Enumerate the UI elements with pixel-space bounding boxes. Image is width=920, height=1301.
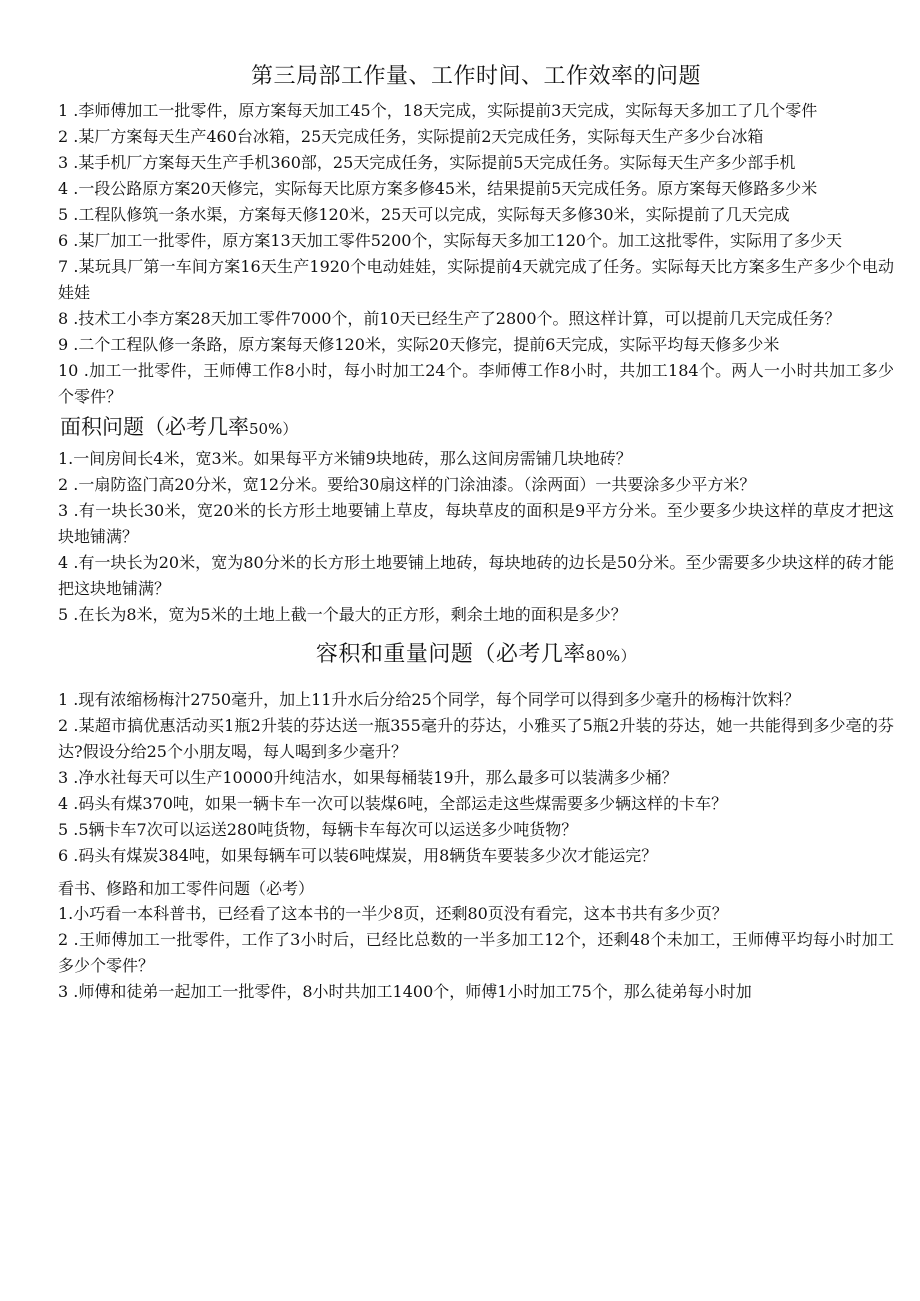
spacer [58, 677, 894, 687]
section-2-question: 3 .有一块长30米，宽20米的长方形土地要铺上草皮，每块草皮的面积是9平方分米。至少要多少块这样的草皮才把这块地铺满？ [58, 501, 894, 546]
section-2-question: 4 .有一块长为20米，宽为80分米的长方形土地要铺上地砖，每块地砖的边长是50分米。至少需要多少块这样的砖才能把这块地铺满？ [58, 553, 894, 598]
section-1-question: 6 .某厂加工一批零件，原方案13天加工零件5200个，实际每天多加工120个。加工这批零件，实际用了多少天 [58, 231, 842, 250]
section-1-question: 9 .二个工程队修一条路，原方案每天修120米，实际20天修完，提前6天完成，实际平均每天修多少米 [58, 335, 780, 354]
section-1-question: 1 .李师傅加工一批零件，原方案每天加工45个，18天完成，实际提前3天完成，实际每天多加工了几个零件 [58, 101, 818, 120]
section-2-question: 5 .在长为8米，宽为5米的土地上截一个最大的正方形，剩余土地的面积是多少？ [58, 605, 627, 624]
section-1-question: 3 .某手机厂方案每天生产手机360部，25天完成任务，实际提前5天完成任务。实际每天生产多少部手机 [58, 153, 796, 172]
section-3-question: 2 .某超市搞优惠活动买1瓶2升装的芬达送一瓶355毫升的芬达，小雅买了5瓶2升装的芬达，她一共能得到多少亳的芬达?假设分给25个小朋友喝，每人喝到多少毫升？ [58, 716, 894, 761]
section-3-question: 6 .码头有煤炭384吨，如果每辆车可以装6吨煤炭，用8辆货车要装多少次才能运完？ [58, 846, 658, 865]
section-1-title: 第三局部工作量、工作时间、工作效率的问题 [250, 64, 701, 89]
section-2-question: 2 .一扇防盗门高20分米，宽12分米。要给30扇这样的门涂油漆。（涂两面）一共要涂多少平方米？ [58, 475, 756, 494]
section-4-title: 看书、修路和加工零件问题（必考） [58, 879, 315, 898]
section-3-question: 1 .现有浓缩杨梅汁2750毫升，加上11升水后分给25个同学，每个同学可以得到多少毫升的杨梅汁饮料？ [58, 690, 800, 709]
section-1-question: 5 .工程队修筑一条水渠，方案每天修120米，25天可以完成，实际每天多修30米，实际提前了几天完成 [58, 205, 790, 224]
section-1-question: 7 .某玩具厂第一车间方案16天生产1920个电动娃娃，实际提前4天就完成了任务。实际每天比方案多生产多少个电动娃娃 [58, 257, 894, 302]
section-3-title-text: 容积和重量问题（必考几率 [315, 642, 586, 667]
section-4-question: 3 .师傅和徒弟一起加工一批零件，8小时共加工1400个，师傅1小时加工75个，那么徒弟每小时加 [58, 982, 752, 1001]
section-2-question: 1.一间房间长4米，宽3米。如果每平方米铺9块地砖，那么这间房需铺几块地砖？ [58, 449, 632, 468]
section-3-question: 5 .5辆卡车7次可以运送280吨货物，每辆卡车每次可以运送多少吨货物？ [58, 820, 578, 839]
section-3-rate: 80%） [585, 647, 637, 665]
section-2-title-text: 面积问题（必考几率 [60, 415, 249, 439]
section-2-title [60, 412, 894, 444]
section-2-rate: 50%） [249, 420, 298, 438]
section-4-question: 2 .王师傅加工一批零件，工作了3小时后，已经比总数的一半多加工12个，还剩48个未加工，王师傅平均每小时加工多少个零件？ [58, 930, 894, 975]
section-1-question: 8 .技术工小李方案28天加工零件7000个，前10天已经生产了2800个。照这样计算，可以提前几天完成任务？ [58, 309, 841, 328]
section-3-title [58, 638, 894, 673]
section-1-question: 2 .某厂方案每天生产460台冰箱，25天完成任务，实际提前2天完成任务，实际每天生产多少台冰箱 [58, 127, 764, 146]
section-4-question: 1.小巧看一本科普书，已经看了这本书的一半少8页，还剩80页没有看完，这本书共有多少页？ [58, 904, 728, 923]
section-3-question: 4 .码头有煤370吨，如果一辆卡车一次可以装煤6吨，全部运走这些煤需要多少辆这样的卡车？ [58, 794, 728, 813]
section-1-question: 10 .加工一批零件，王师傅工作8小时，每小时加工24个。李师傅工作8小时，共加工184个。两人一小时共加工多少个零件？ [58, 361, 894, 406]
document-page [58, 60, 894, 1005]
section-3-question: 3 .净水社每天可以生产10000升纯洁水，如果每桶装19升，那么最多可以装满多少桶？ [58, 768, 678, 787]
section-1-question: 4 .一段公路原方案20天修完，实际每天比原方案多修45米，结果提前5天完成任务。原方案每天修路多少米 [58, 179, 818, 198]
spacer [58, 628, 894, 638]
